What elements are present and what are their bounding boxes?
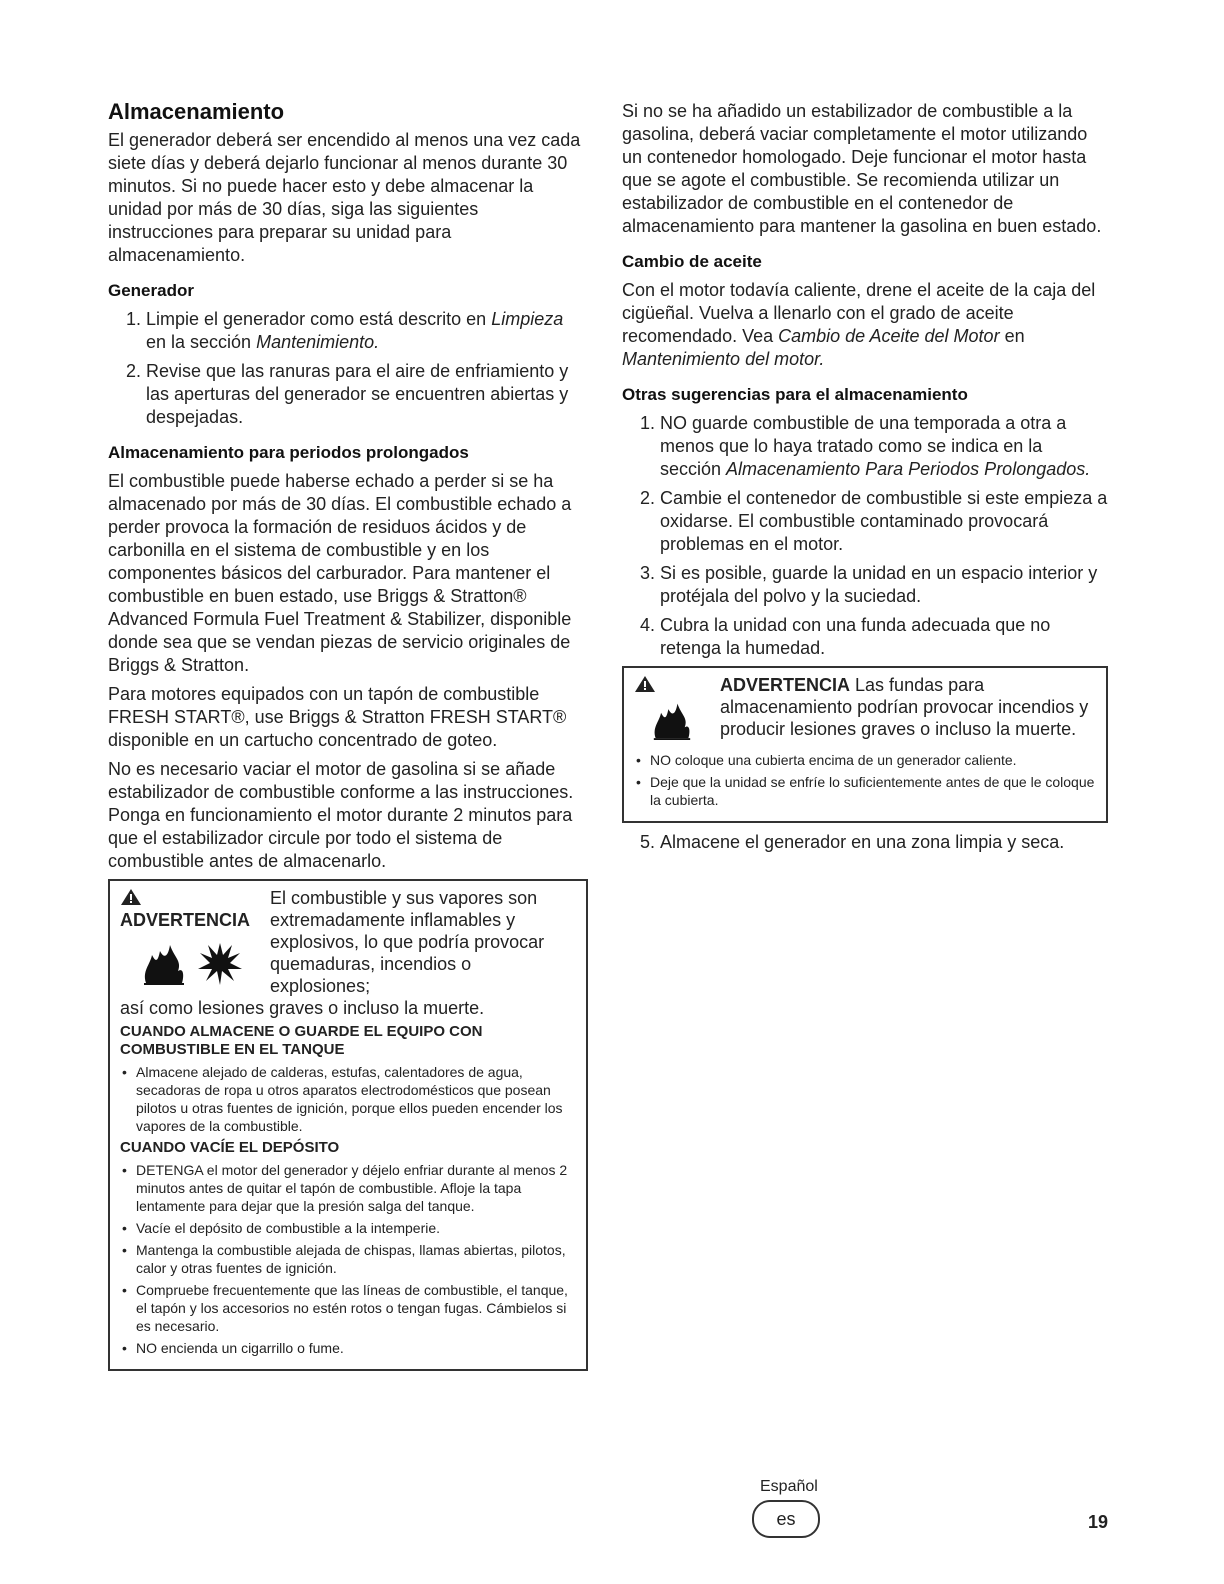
warning-subheading: CUANDO ALMACENE O GUARDE EL EQUIPO CON COMBUSTIBLE EN EL TANQUE [120,1023,483,1058]
warning-title: ADVERTENCIA [720,675,851,695]
fire-icon [140,941,188,985]
list-item: • NO encienda un cigarrillo o fume. [120,1339,576,1357]
list-item: 4. Cubra la unidad con una funda adecuada que no retenga la humedad. [660,614,1108,660]
warning-bullets [120,1161,576,1357]
intro-paragraph: El generador deberá ser encendido al menos una vez cada siete días y deberá dejarlo funcionar al menos durante 30 minutos. Si no puede hacer esto y debe almacenar la unidad por más de 30 días, siga las siguientes instrucciones para preparar su unidad para almacenamiento. [108,130,581,265]
paragraph: El combustible puede haberse echado a perder si se ha almacenado por más de 30 días. El combustible echado a perder provoca la formación de residuos ácidos y de carbonilla en el sistema de combustible y en los componentes básicos del carburador. Para mantener el combustible en buen estado, use Briggs & Stratton® Advanced Formula Fuel Treatment & Stabilizer, disponible donde sea que se vendan piezas de servicio originales de Briggs & Stratton. [108,471,572,675]
intro-paragraph: Si no se ha añadido un estabilizador de combustible a la gasolina, deberá vaciar completamente el motor utilizando un contenedor homologado. Deje funcionar el motor hasta que se agote el combustible. Se recomienda utilizar un estabilizador de combustible en el contenedor de almacenamiento para mantener la gasolina en buen estado. [622,101,1102,236]
page-number: 19 [1088,1512,1109,1532]
warning-text: Las fundas para almacenamiento podrían provocar incendios y producir lesiones graves o incluso la muerte. [720,675,1089,739]
warning-text-continued: así como lesiones graves o incluso la muerte. [120,998,485,1018]
list-item: • Mantenga la combustible alejada de chispas, llamas abiertas, pilotos, calor y otras fuentes de ignición. [120,1241,576,1277]
paragraph: Con el motor todavía caliente, drene el aceite de la caja del cigüeñal. Vuelva a llenarlo con el grado de aceite recomendado. Vea Cambio de Aceite del Motor en Mantenimiento del motor. [622,280,1096,369]
cover-warning-box [622,666,1108,823]
list-item: 2. Cambie el contenedor de combustible si este empieza a oxidarse. El combustible contaminado provocará problemas en el motor. [660,487,1108,556]
paragraph: Para motores equipados con un tapón de combustible FRESH START®, use Briggs & Stratton FRESH START® disponible en un cartucho concentrado de goteo. [108,684,567,750]
list-item: 5. Almacene el generador en una zona limpia y seca. [660,831,1108,854]
language-label: Español [760,1478,818,1495]
fuel-warning-box [108,879,588,1371]
list-item: • Deje que la unidad se enfríe lo suficientemente antes de que le coloque la cubierta. [634,773,1096,809]
oil-change-heading: Cambio de aceite [622,252,762,271]
list-item: • Vacíe el depósito de combustible a la intemperie. [120,1219,576,1237]
list-item: 3. Si es posible, guarde la unidad en un espacio interior y protéjala del polvo y la suciedad. [660,562,1108,608]
paragraph: No es necesario vaciar el motor de gasolina si se añade estabilizador de combustible conforme a las instrucciones. Ponga en funcionamiento el motor durante 2 minutos para que el estabilizador circule por todo el sistema de combustible antes de almacenarlo. [108,759,574,871]
warning-triangle-icon [120,888,142,906]
list-item: • DETENGA el motor del generador y déjelo enfriar durante al menos 2 minutos antes de quitar el tapón de combustible. Afloje la tapa lentamente para dejar que la presión salga del tanque. [120,1161,576,1215]
warning-subheading: CUANDO VACÍE EL DEPÓSITO [120,1139,340,1156]
tips-list-continued [622,831,1108,854]
prolonged-storage-heading: Almacenamiento para periodos prolongados [108,443,469,462]
list-item: • Compruebe frecuentemente que las líneas de combustible, el tanque, el tapón y los accesorios no estén rotos o tengan fugas. Cámbielos si es necesario. [120,1281,576,1335]
warning-bullets [634,751,1096,809]
list-item: • Almacene alejado de calderas, estufas, calentadores de agua, secadoras de ropa u otros aparatos electrodomésticos que posean pilotos u otras fuentes de ignición, porque ellos pueden encender los vapores de la combustible. [120,1063,576,1135]
language-badge: es [752,1500,820,1538]
warning-text: El combustible y sus vapores son extremadamente inflamables y explosivos, lo que podría provocar quemaduras, incendios o explosiones; [270,888,545,996]
fire-icon [650,700,694,740]
section-title: Almacenamiento [108,99,285,124]
warning-triangle-icon [634,675,656,693]
tips-list [622,412,1108,660]
other-tips-heading: Otras sugerencias para el almacenamiento [622,385,968,404]
warning-bullets [120,1063,576,1135]
warning-title: ADVERTENCIA [120,910,251,930]
list-item: 1. NO guarde combustible de una temporada a otra a menos que lo haya tratado como se indica en la sección Almacenamiento Para Periodos Prolongados. [660,412,1108,481]
right-column [622,100,1108,860]
list-item: • NO coloque una cubierta encima de un generador caliente. [634,751,1096,769]
generador-heading: Generador [108,281,194,300]
generador-list [108,308,588,429]
list-item: 1. Limpie el generador como está descrito en Limpieza en la sección Mantenimiento. [146,308,588,354]
list-item: 2. Revise que las ranuras para el aire de enfriamiento y las aperturas del generador se encuentren abiertas y despejadas. [146,360,588,429]
left-column [108,100,588,1379]
explosion-icon [198,941,242,985]
